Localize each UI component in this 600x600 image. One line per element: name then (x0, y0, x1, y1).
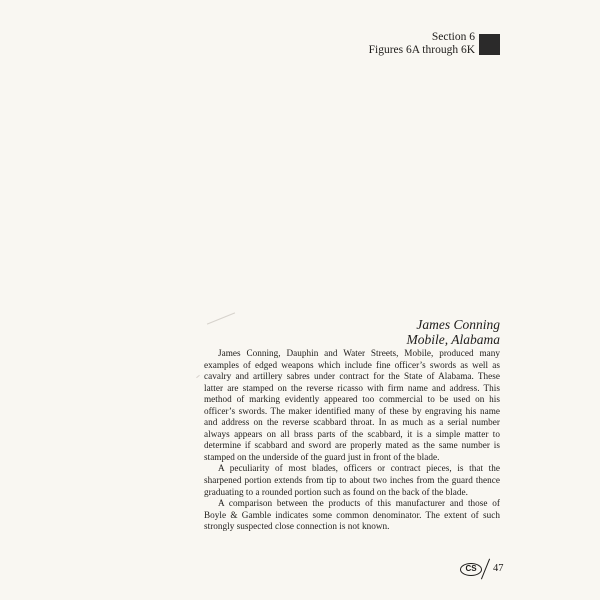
paper-scuff-mark (207, 312, 235, 324)
article-body (204, 348, 500, 533)
body-paragraph: A peculiarity of most blades, officers or contract pieces, is that the sharpened portion extends from tip to about two inches from the guard thence graduating to a rounded portion such as found on the back of the blade. (204, 463, 500, 497)
section-label: Section 6 (431, 31, 475, 43)
folio-slash-divider (481, 559, 490, 580)
article-title-location: Mobile, Alabama (406, 332, 500, 347)
body-paragraph: A comparison between the products of this manufacturer and those of Boyle & Gamble indicates some common denominator. The extent of such strongly suspected close connection is not known. (204, 498, 500, 532)
page-number: 47 (493, 563, 504, 574)
cs-logo: CS (460, 563, 482, 576)
article-title-name: James Conning (416, 317, 500, 332)
section-marker-block (479, 34, 500, 55)
figures-label: Figures 6A through 6K (368, 44, 475, 56)
article-title (407, 317, 501, 347)
paper-scuff-mark (196, 375, 200, 378)
section-header (369, 31, 475, 57)
body-paragraph: James Conning, Dauphin and Water Streets, Mobile, produced many examples of edged weapons which include fine officer’s swords as well as cavalry and artillery sabres under contract for the State of Alabama. These latter are stamped on the reverse ricasso with firm name and address. This method of marking evidently appeared too commercial to be used on his officer’s swords. The maker identified many of these by engraving his name and address on the reverse scabbard throat. In as much as a serial number always appears on all brass parts of the scabbard, it is a simple matter to determine if scabbard and sword are properly mated as the same number is stamped on the underside of the guard just in front of the blade. (204, 348, 500, 462)
